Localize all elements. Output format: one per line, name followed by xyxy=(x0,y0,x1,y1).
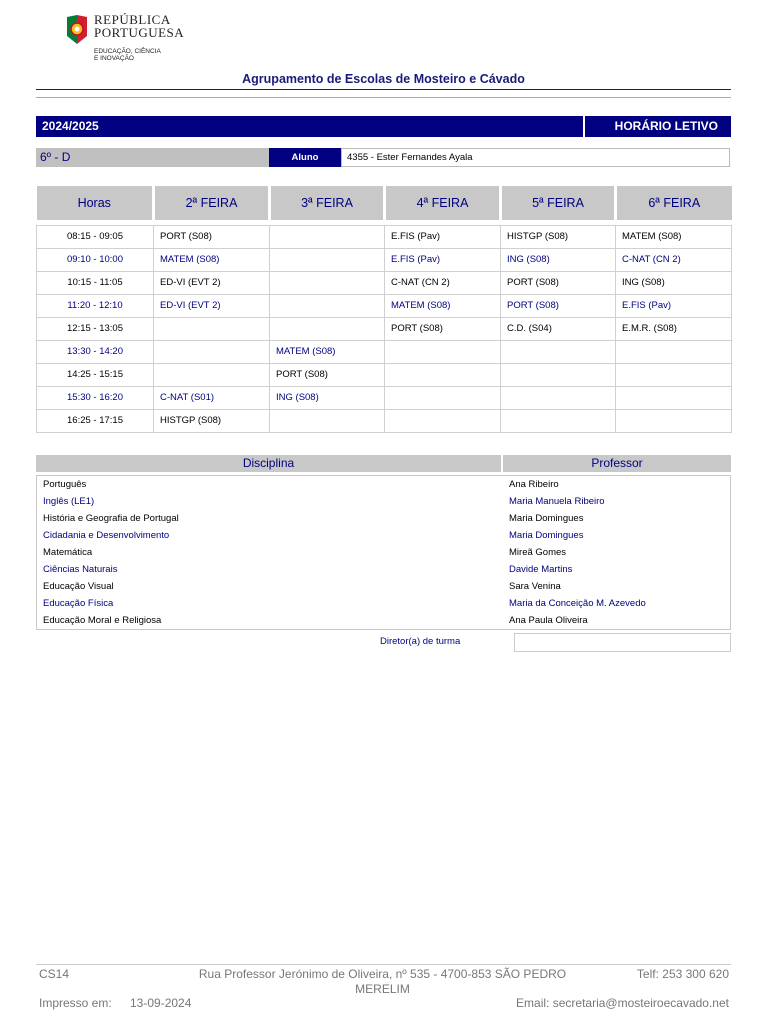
list-item: Cidadania e Desenvolvimento Maria Domingues xyxy=(43,530,584,541)
lesson-cell: MATEM (S08) xyxy=(270,340,385,363)
list-item: Educação Moral e Religiosa Ana Paula Oliveira xyxy=(43,615,588,626)
lesson-cell xyxy=(154,340,270,363)
lesson-cell xyxy=(616,340,732,363)
diretor-turma-field xyxy=(514,633,731,652)
lesson-cell: C.D. (S04) xyxy=(501,317,616,340)
lesson-cell xyxy=(270,248,385,271)
lesson-cell xyxy=(270,409,385,432)
list-item: Educação Física Maria da Conceição M. Azevedo xyxy=(43,598,646,609)
footer-printed-label: Impresso em: xyxy=(39,996,112,1010)
lesson-cell xyxy=(270,317,385,340)
header-professor: Professor xyxy=(503,455,731,472)
table-row xyxy=(37,271,732,294)
table-row xyxy=(37,409,732,432)
lesson-cell xyxy=(501,409,616,432)
lesson-cell xyxy=(385,340,501,363)
lesson-cell: ING (S08) xyxy=(270,386,385,409)
header-sexta: 6ª FEIRA xyxy=(616,186,732,220)
lesson-cell: MATEM (S08) xyxy=(616,225,732,248)
header-quarta: 4ª FEIRA xyxy=(385,186,501,220)
lesson-cell xyxy=(501,386,616,409)
header-disciplina: Disciplina xyxy=(36,455,501,472)
aluno-value: 4355 - Ester Fernandes Ayala xyxy=(341,148,730,167)
time-cell: 11:20 - 12:10 xyxy=(37,294,154,317)
time-cell: 14:25 - 15:15 xyxy=(37,363,154,386)
time-cell: 13:30 - 14:20 xyxy=(37,340,154,363)
lesson-cell: PORT (S08) xyxy=(385,317,501,340)
divider xyxy=(36,89,731,90)
header-quinta: 5ª FEIRA xyxy=(501,186,616,220)
logo-text: REPÚBLICA PORTUGUESA xyxy=(94,12,185,40)
lesson-cell xyxy=(501,363,616,386)
time-cell: 09:10 - 10:00 xyxy=(37,248,154,271)
document-title: HORÁRIO LETIVO xyxy=(614,119,718,133)
lesson-cell: PORT (S08) xyxy=(501,271,616,294)
logo-subtext: EDUCAÇÃO, CIÊNCIA E INOVAÇÃO xyxy=(94,48,161,62)
lesson-cell: E.FIS (Pav) xyxy=(616,294,732,317)
table-row xyxy=(37,294,732,317)
lesson-cell: C-NAT (CN 2) xyxy=(385,271,501,294)
republica-portuguesa-logo xyxy=(64,14,90,46)
lesson-cell: ING (S08) xyxy=(501,248,616,271)
header-terca: 3ª FEIRA xyxy=(270,186,385,220)
footer-printed-date: 13-09-2024 xyxy=(130,996,192,1010)
lesson-cell: PORT (S08) xyxy=(270,363,385,386)
lesson-cell xyxy=(385,409,501,432)
list-item: Português Ana Ribeiro xyxy=(43,479,559,490)
lesson-cell: ING (S08) xyxy=(616,271,732,294)
timetable-header-row xyxy=(37,186,732,220)
lesson-cell xyxy=(501,340,616,363)
time-cell: 16:25 - 17:15 xyxy=(37,409,154,432)
lesson-cell: ED-VI (EVT 2) xyxy=(154,294,270,317)
lesson-cell: HISTGP (S08) xyxy=(154,409,270,432)
table-row xyxy=(37,363,732,386)
lesson-cell: C-NAT (CN 2) xyxy=(616,248,732,271)
lesson-cell: PORT (S08) xyxy=(154,225,270,248)
school-name: Agrupamento de Escolas de Mosteiro e Cávado xyxy=(242,72,525,86)
table-row xyxy=(37,317,732,340)
time-cell: 15:30 - 16:20 xyxy=(37,386,154,409)
lesson-cell: C-NAT (S01) xyxy=(154,386,270,409)
divider xyxy=(583,116,585,137)
lesson-cell xyxy=(270,294,385,317)
subjects-list xyxy=(36,475,731,630)
lesson-cell xyxy=(385,363,501,386)
diretor-turma-label: Diretor(a) de turma xyxy=(380,636,461,647)
lesson-cell: E.M.R. (S08) xyxy=(616,317,732,340)
divider xyxy=(36,97,731,98)
title-bar xyxy=(36,116,731,137)
lesson-cell: PORT (S08) xyxy=(501,294,616,317)
lesson-cell xyxy=(616,363,732,386)
lesson-cell xyxy=(616,409,732,432)
lesson-cell: MATEM (S08) xyxy=(385,294,501,317)
lesson-cell: ED-VI (EVT 2) xyxy=(154,271,270,294)
footer-address: Rua Professor Jerónimo de Oliveira, nº 535 - 4700-853 SÃO PEDRO MERELIM xyxy=(198,967,567,996)
lesson-cell: HISTGP (S08) xyxy=(501,225,616,248)
time-cell: 08:15 - 09:05 xyxy=(37,225,154,248)
lesson-cell xyxy=(616,386,732,409)
footer-phone: Telf: 253 300 620 xyxy=(636,967,729,981)
footer-divider xyxy=(36,964,731,965)
header-segunda: 2ª FEIRA xyxy=(154,186,270,220)
lesson-cell: E.FIS (Pav) xyxy=(385,225,501,248)
list-item: Inglês (LE1) Maria Manuela Ribeiro xyxy=(43,496,605,507)
lesson-cell xyxy=(270,271,385,294)
lesson-cell xyxy=(154,317,270,340)
lesson-cell xyxy=(385,386,501,409)
list-item: História e Geografia de Portugal Maria Domingues xyxy=(43,513,584,524)
lesson-cell: E.FIS (Pav) xyxy=(385,248,501,271)
subjects-header xyxy=(36,455,731,472)
header-horas: Horas xyxy=(37,186,154,220)
school-year: 2024/2025 xyxy=(42,119,99,133)
list-item: Educação Visual Sara Venina xyxy=(43,581,561,592)
table-row xyxy=(37,248,732,271)
table-row xyxy=(37,225,732,248)
lesson-cell xyxy=(154,363,270,386)
list-item: Matemática Mireã Gomes xyxy=(43,547,567,558)
table-row xyxy=(37,340,732,363)
timetable xyxy=(36,186,732,433)
time-cell: 10:15 - 11:05 xyxy=(37,271,154,294)
list-item: Ciências Naturais Davide Martins xyxy=(43,564,573,575)
footer-code: CS14 xyxy=(39,967,70,981)
lesson-cell xyxy=(270,225,385,248)
footer-email: Email: secretaria@mosteiroecavado.net xyxy=(516,996,729,1010)
time-cell: 12:15 - 13:05 xyxy=(37,317,154,340)
aluno-label: Aluno xyxy=(269,148,341,167)
class-label: 6º - D xyxy=(36,148,269,167)
lesson-cell: MATEM (S08) xyxy=(154,248,270,271)
table-row xyxy=(37,386,732,409)
